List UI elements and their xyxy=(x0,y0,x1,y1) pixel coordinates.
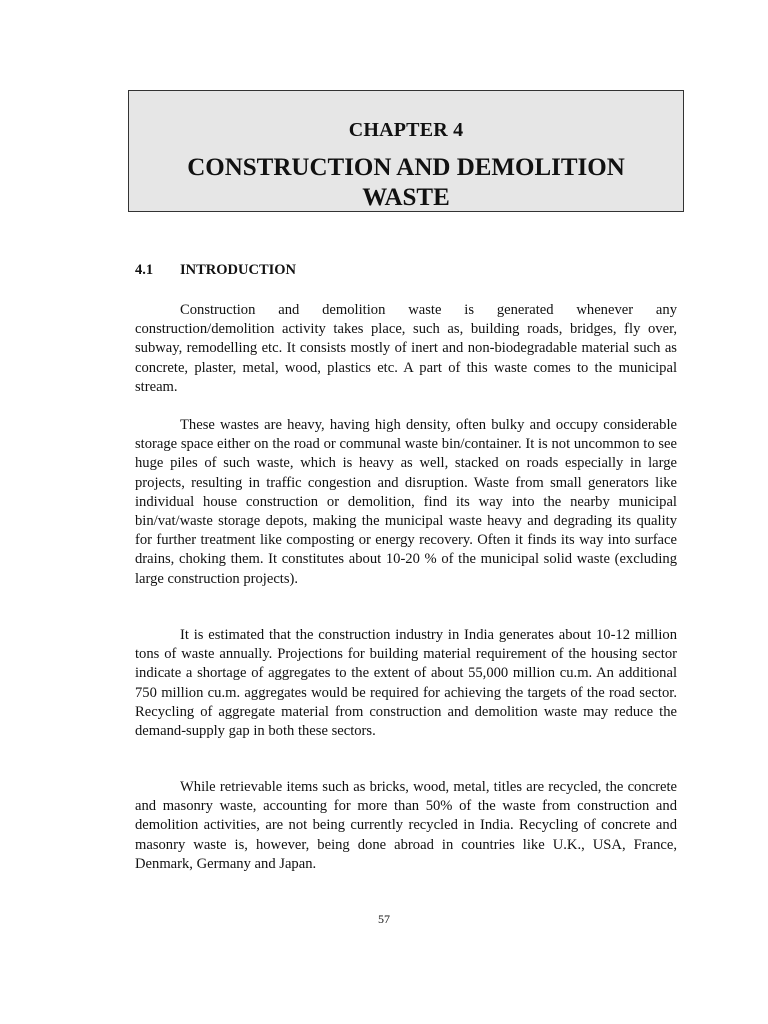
paragraph: Construction and demolition waste is generated whenever any construction/demolition activity takes place, such as, building roads, bridges, fly over, subway, remodelling etc. It consists mostly of inert and non-biodegradable material such as concrete, plaster, metal, wood, plastics etc. A part of this waste comes to the municipal stream. xyxy=(135,302,677,395)
chapter-label: CHAPTER 4 xyxy=(348,119,464,141)
paragraph: It is estimated that the construction industry in India generates about 10-12 million tons of waste annually. Projections for building material requirement of the housing sector indicate a shortage of aggregates to the extent of about 55,000 million cu.m. An additional 750 million cu.m. aggregates would be required for achieving the targets of the road sector. Recycling of aggregate material from construction and demolition waste may reduce the demand-supply gap in both these sectors. xyxy=(135,627,677,740)
section-heading xyxy=(135,262,296,279)
chapter-title: CONSTRUCTION AND DEMOLITION WASTE xyxy=(187,154,625,211)
paragraph: These wastes are heavy, having high density, often bulky and occupy considerable storage space either on the road or communal waste bin/container. It is not uncommon to see huge piles of such waste, which is heavy as well, stacked on roads especially in large projects, resulting in traffic congestion and disruption. Waste from small generators like individual house construction or demolition, find its way into the nearby municipal bin/vat/waste storage depots, making the municipal waste heavy and degrading its quality for further treatment like composting or energy recovery. Often it finds its way into surface drains, choking them. It constitutes about 10-20 % of the municipal solid waste (excluding large construction projects). xyxy=(135,417,677,587)
section-number: 4.1 xyxy=(135,262,154,278)
chapter-header-box xyxy=(128,90,684,212)
paragraph: While retrievable items such as bricks, wood, metal, titles are recycled, the concrete and masonry waste, accounting for more than 50% of the waste from construction and demolition activities, are not being currently recycled in India. Recycling of concrete and masonry waste is, however, being done abroad in countries like U.K., USA, France, Denmark, Germany and Japan. xyxy=(135,779,677,872)
page-number: 57 xyxy=(378,912,390,926)
section-title: INTRODUCTION xyxy=(180,262,297,278)
